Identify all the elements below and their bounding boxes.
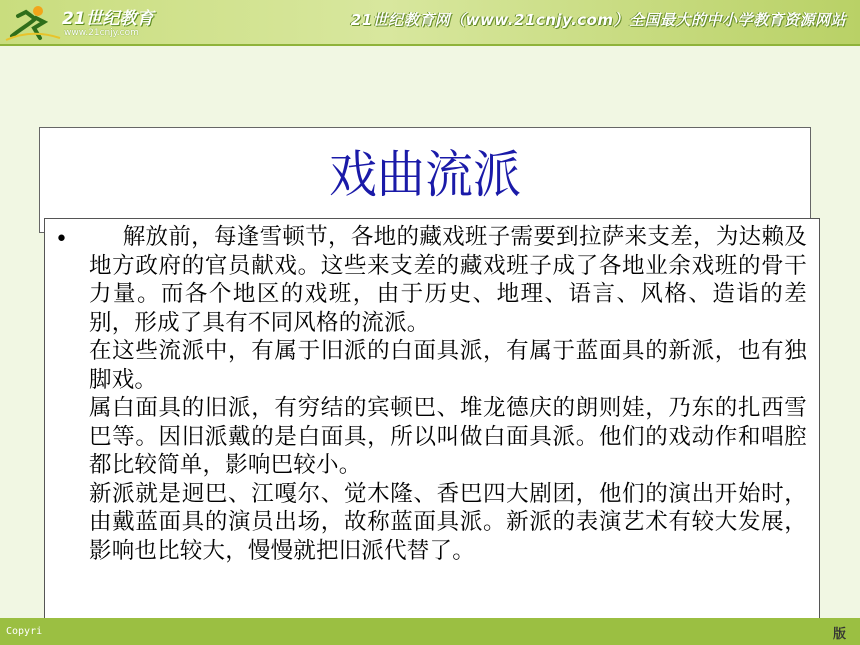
paragraph-2: 在这些流派中，有属于旧派的白面具派，有属于蓝面具的新派，也有独脚戏。 [89, 338, 807, 393]
paragraph-4: 新派就是迥巴、江嘎尔、觉木隆、香巴四大剧团，他们的演出开始时，由戴蓝面具的演员出场，故称蓝面具派。新派的表演艺术有较大发展，影响也比较大，慢慢就把旧派代替了。 [89, 480, 807, 564]
site-footer [0, 618, 860, 645]
copyright-text: Copyri [6, 626, 43, 637]
slide-content-box [44, 218, 820, 644]
brand-name: 21世纪教育 [62, 9, 154, 29]
paragraph-3: 属白面具的旧派，有穷结的宾顿巴、堆龙德庆的朗则娃，乃东的扎西雪巴等。因旧派戴的是白面具，所以叫做白面具派。他们的戏动作和唱腔都比较简单，影响巴较小。 [89, 395, 807, 478]
running-figure-logo-icon [4, 2, 62, 42]
site-logo[interactable] [4, 2, 164, 42]
brand-url: www.21cnjy.com [64, 28, 139, 38]
bullet-marker: • [55, 227, 68, 252]
edition-label: 版 [832, 627, 846, 642]
site-header [0, 0, 860, 46]
paragraph-1: 解放前，每逢雪顿节，各地的藏戏班子需要到拉萨来支差，为达赖及地方政府的官员献戏。这些来支差的藏戏班子成了各地业余戏班的骨干力量。而各个地区的戏班，由于历史、地理、语言、风格、造诣的差别，形成了具有不同风格的流派。 [89, 224, 807, 336]
site-slogan: 21世纪教育网（www.21cnjy.com）全国最大的中小学教育资源网站 [350, 11, 846, 29]
slide-title: 戏曲流派 [328, 146, 521, 205]
